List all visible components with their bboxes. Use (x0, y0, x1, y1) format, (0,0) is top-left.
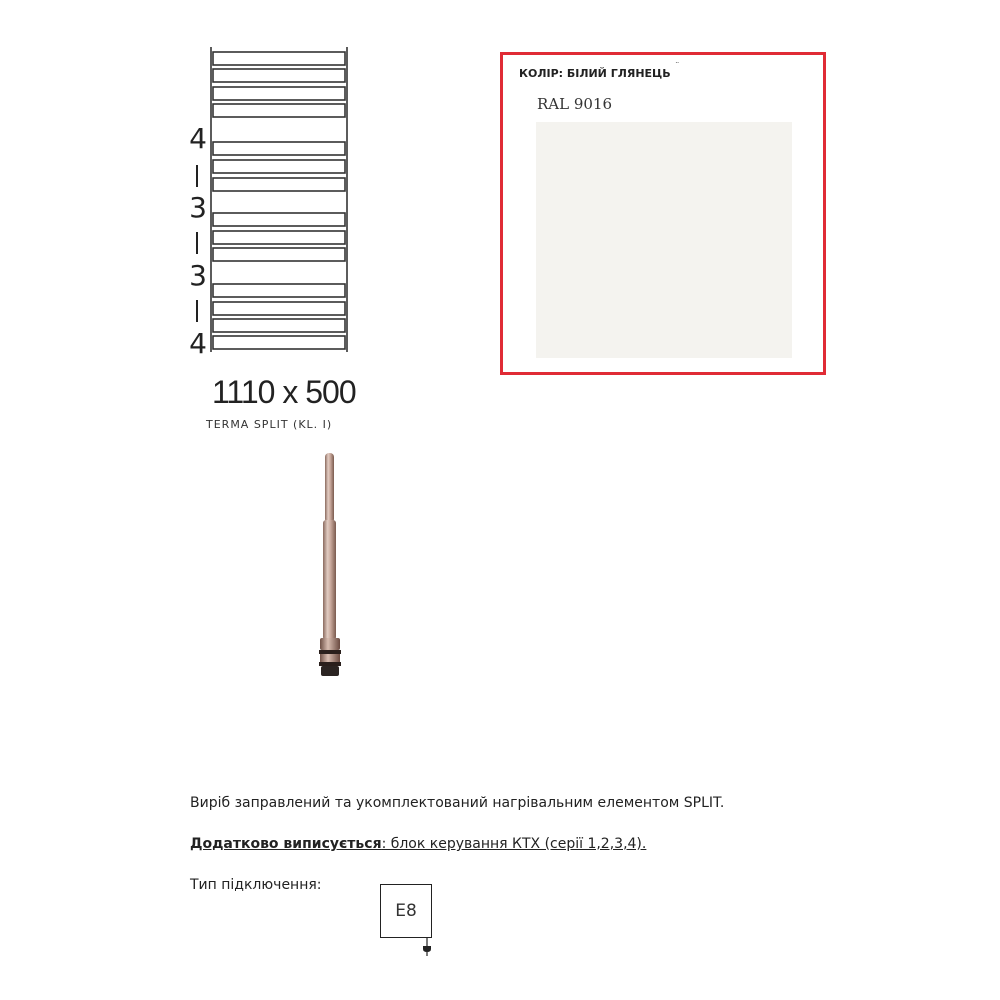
section-separator (196, 300, 198, 322)
section-count-4: 4 (189, 327, 207, 360)
color-title: КОЛІР: БІЛИЙ ГЛЯНЕЦЬ (519, 67, 671, 80)
section-count-1: 4 (189, 122, 207, 155)
heating-element-icon (300, 450, 360, 685)
connection-label: Тип підключення: (190, 877, 322, 893)
description-text: Виріб заправлений та укомплектований нагрівальним елементом SPLIT. (190, 795, 725, 811)
color-swatch (536, 122, 792, 358)
color-mark: ¨ (675, 62, 680, 72)
additional-note-text: : блок керування КТХ (серії 1,2,3,4). (381, 836, 647, 852)
additional-note-label: Додатково виписується (190, 836, 382, 852)
radiator-drawing (208, 47, 353, 357)
section-separator (196, 165, 198, 187)
radiator-model: TERMA SPLIT (KL. I) (206, 418, 333, 431)
ral-code: RAL 9016 (537, 95, 613, 113)
plug-icon (421, 938, 433, 956)
radiator-dimensions: 1110 x 500 (212, 374, 356, 410)
connection-type-box (380, 884, 432, 938)
connection-code: E8 (395, 901, 417, 921)
section-separator (196, 232, 198, 254)
section-count-3: 3 (189, 259, 207, 292)
additional-note (190, 836, 646, 852)
section-count-2: 3 (189, 191, 207, 224)
